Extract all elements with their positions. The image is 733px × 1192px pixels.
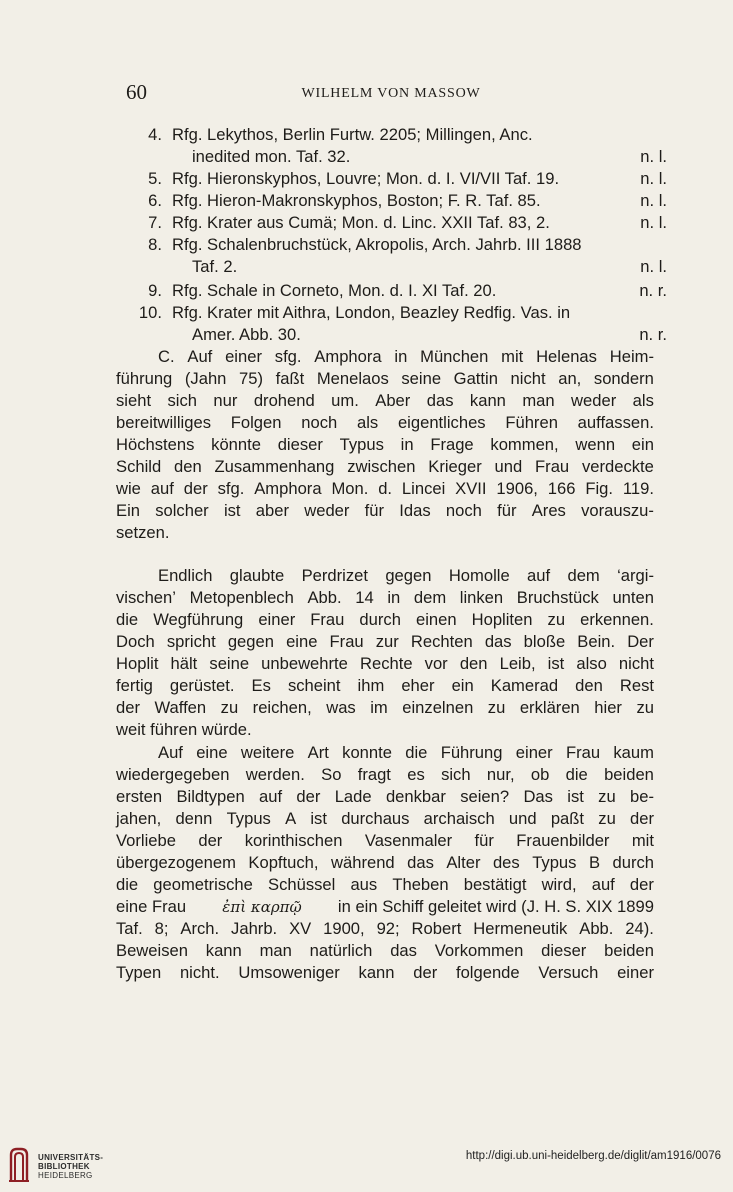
list-entry-tag: n. r. (639, 325, 667, 344)
text-line: übergezogenem Kopftuch, während das Alter des Typus B durch (116, 853, 654, 872)
logo-line-3: HEIDELBERG (38, 1171, 93, 1180)
text-line: bereitwilliges Folgen noch als eigentliches Führen auffassen. (116, 413, 654, 432)
list-entry-text: Rfg. Krater mit Aithra, London, Beazley Redfig. Vas. in (172, 303, 571, 322)
text-line: Taf. 8; Arch. Jahrb. XV 1900, 92; Robert Hermeneutik Abb. 24). (116, 919, 654, 938)
list-entry-text: Rfg. Schale in Corneto, Mon. d. I. XI Taf. 20. (172, 281, 497, 300)
list-entry-text: Rfg. Krater aus Cumä; Mon. d. Linc. XXII Taf. 83, 2. (172, 213, 550, 232)
list-number: 6. (148, 191, 162, 210)
text-line: der Waffen zu reichen, was im einzelnen zu erklären hier zu (116, 698, 654, 717)
list-entry-text: Rfg. Hieron-Makronskyphos, Boston; F. R. Taf. 85. (172, 191, 541, 210)
list-entry-tag: n. l. (640, 147, 667, 166)
text-line: Hoplit hält seine unbewehrte Rechte vor den Leib, ist also nicht (116, 654, 654, 673)
greek-phrase: ἐπὶ καρπῷ (222, 898, 302, 916)
text-line: Ein solcher ist aber weder für Idas noch für Ares vorauszu- (116, 501, 654, 520)
library-seal-icon (8, 1147, 30, 1183)
text-segment: in ein Schiff geleitet wird (J. H. S. XIX 1899 (337, 897, 654, 916)
text-line: vischen’ Metopenblech Abb. 14 in dem linken Bruchstück unten (116, 588, 654, 607)
running-head: WILHELM VON MASSOW (301, 86, 481, 101)
text-line: Auf eine weitere Art konnte die Führung einer Frau kaum (158, 743, 654, 762)
text-line: Schild den Zusammenhang zwischen Krieger und Frau verdeckte (116, 457, 654, 476)
logo-line-1: UNIVERSITÄTS- (38, 1153, 104, 1162)
text-line: wiedergegeben werden. So fragt es sich nur, ob die beiden (116, 765, 654, 784)
page-header (126, 80, 656, 106)
text-line: jahen, denn Typus A ist durchaus archaisch und paßt zu der (116, 809, 654, 828)
list-number: 5. (148, 169, 162, 188)
text-line: weit führen würde. (116, 720, 252, 739)
text-line: Beweisen kann man natürlich das Vorkommen dieser beiden (116, 941, 654, 960)
list-entry-text: Taf. 2. (192, 257, 238, 276)
text-line: Typen nicht. Umsoweniger kann der folgende Versuch einer (116, 963, 654, 982)
text-line: Höchstens könnte dieser Typus in Frage kommen, wenn ein (116, 435, 654, 454)
text-line: Endlich glaubte Perdrizet gegen Homolle auf dem ‘argi- (158, 566, 654, 585)
list-entry-text: inedited mon. Taf. 32. (192, 147, 351, 166)
list-entry-text: Rfg. Lekythos, Berlin Furtw. 2205; Millingen, Anc. (172, 125, 533, 144)
text-line: ersten Bildtypen auf der Lade denkbar seien? Das ist zu be- (116, 787, 654, 806)
text-line: fertig gerüstet. Es scheint ihm eher ein Kamerad den Rest (116, 676, 654, 695)
page-number: 60 (126, 80, 147, 104)
list-number: 9. (148, 281, 162, 300)
text-line: Doch spricht gegen eine Frau zur Rechten das bloße Bein. Der (116, 632, 654, 651)
list-entry-text: Rfg. Schalenbruchstück, Akropolis, Arch. Jahrb. III 1888 (172, 235, 582, 254)
text-segment: eine Frau (116, 897, 187, 916)
list-number: 10. (138, 303, 162, 322)
logo-line-2: BIBLIOTHEK (38, 1162, 90, 1171)
text-line: Vorliebe der korinthischen Vasenmaler für Frauenbilder mit (116, 831, 654, 850)
text-line: die Wegführung einer Frau durch einen Hopliten zu erkennen. (116, 610, 654, 629)
text-line-greek (116, 896, 654, 918)
text-line: C. Auf einer sfg. Amphora in München mit Helenas Heim- (158, 347, 654, 366)
list-entry-tag: n. l. (640, 257, 667, 276)
list-number: 8. (148, 235, 162, 254)
text-line: führung (Jahn 75) faßt Menelaos seine Gattin nicht an, sondern (116, 369, 654, 388)
text-line: sieht sich nur drohend um. Aber das kann man weder als (116, 391, 654, 410)
permalink-url[interactable]: http://digi.ub.uni-heidelberg.de/diglit/am1916/0076 (465, 1150, 721, 1162)
list-entry-tag: n. l. (640, 191, 667, 210)
list-number: 7. (148, 213, 162, 232)
list-entry-text: Amer. Abb. 30. (192, 325, 301, 344)
text-line: wie auf der sfg. Amphora Mon. d. Lincei XVII 1906, 166 Fig. 119. (116, 479, 654, 498)
list-entry-tag: n. l. (640, 213, 667, 232)
text-line: die geometrische Schüssel aus Theben bestätigt wird, auf der (116, 875, 654, 894)
list-number: 4. (148, 125, 162, 144)
list-entry-text: Rfg. Hieronskyphos, Louvre; Mon. d. I. VI/VII Taf. 19. (172, 169, 560, 188)
list-entry-tag: n. r. (639, 281, 667, 300)
library-logo (8, 1147, 158, 1187)
text-line: setzen. (116, 523, 170, 542)
list-entry-tag: n. l. (640, 169, 667, 188)
